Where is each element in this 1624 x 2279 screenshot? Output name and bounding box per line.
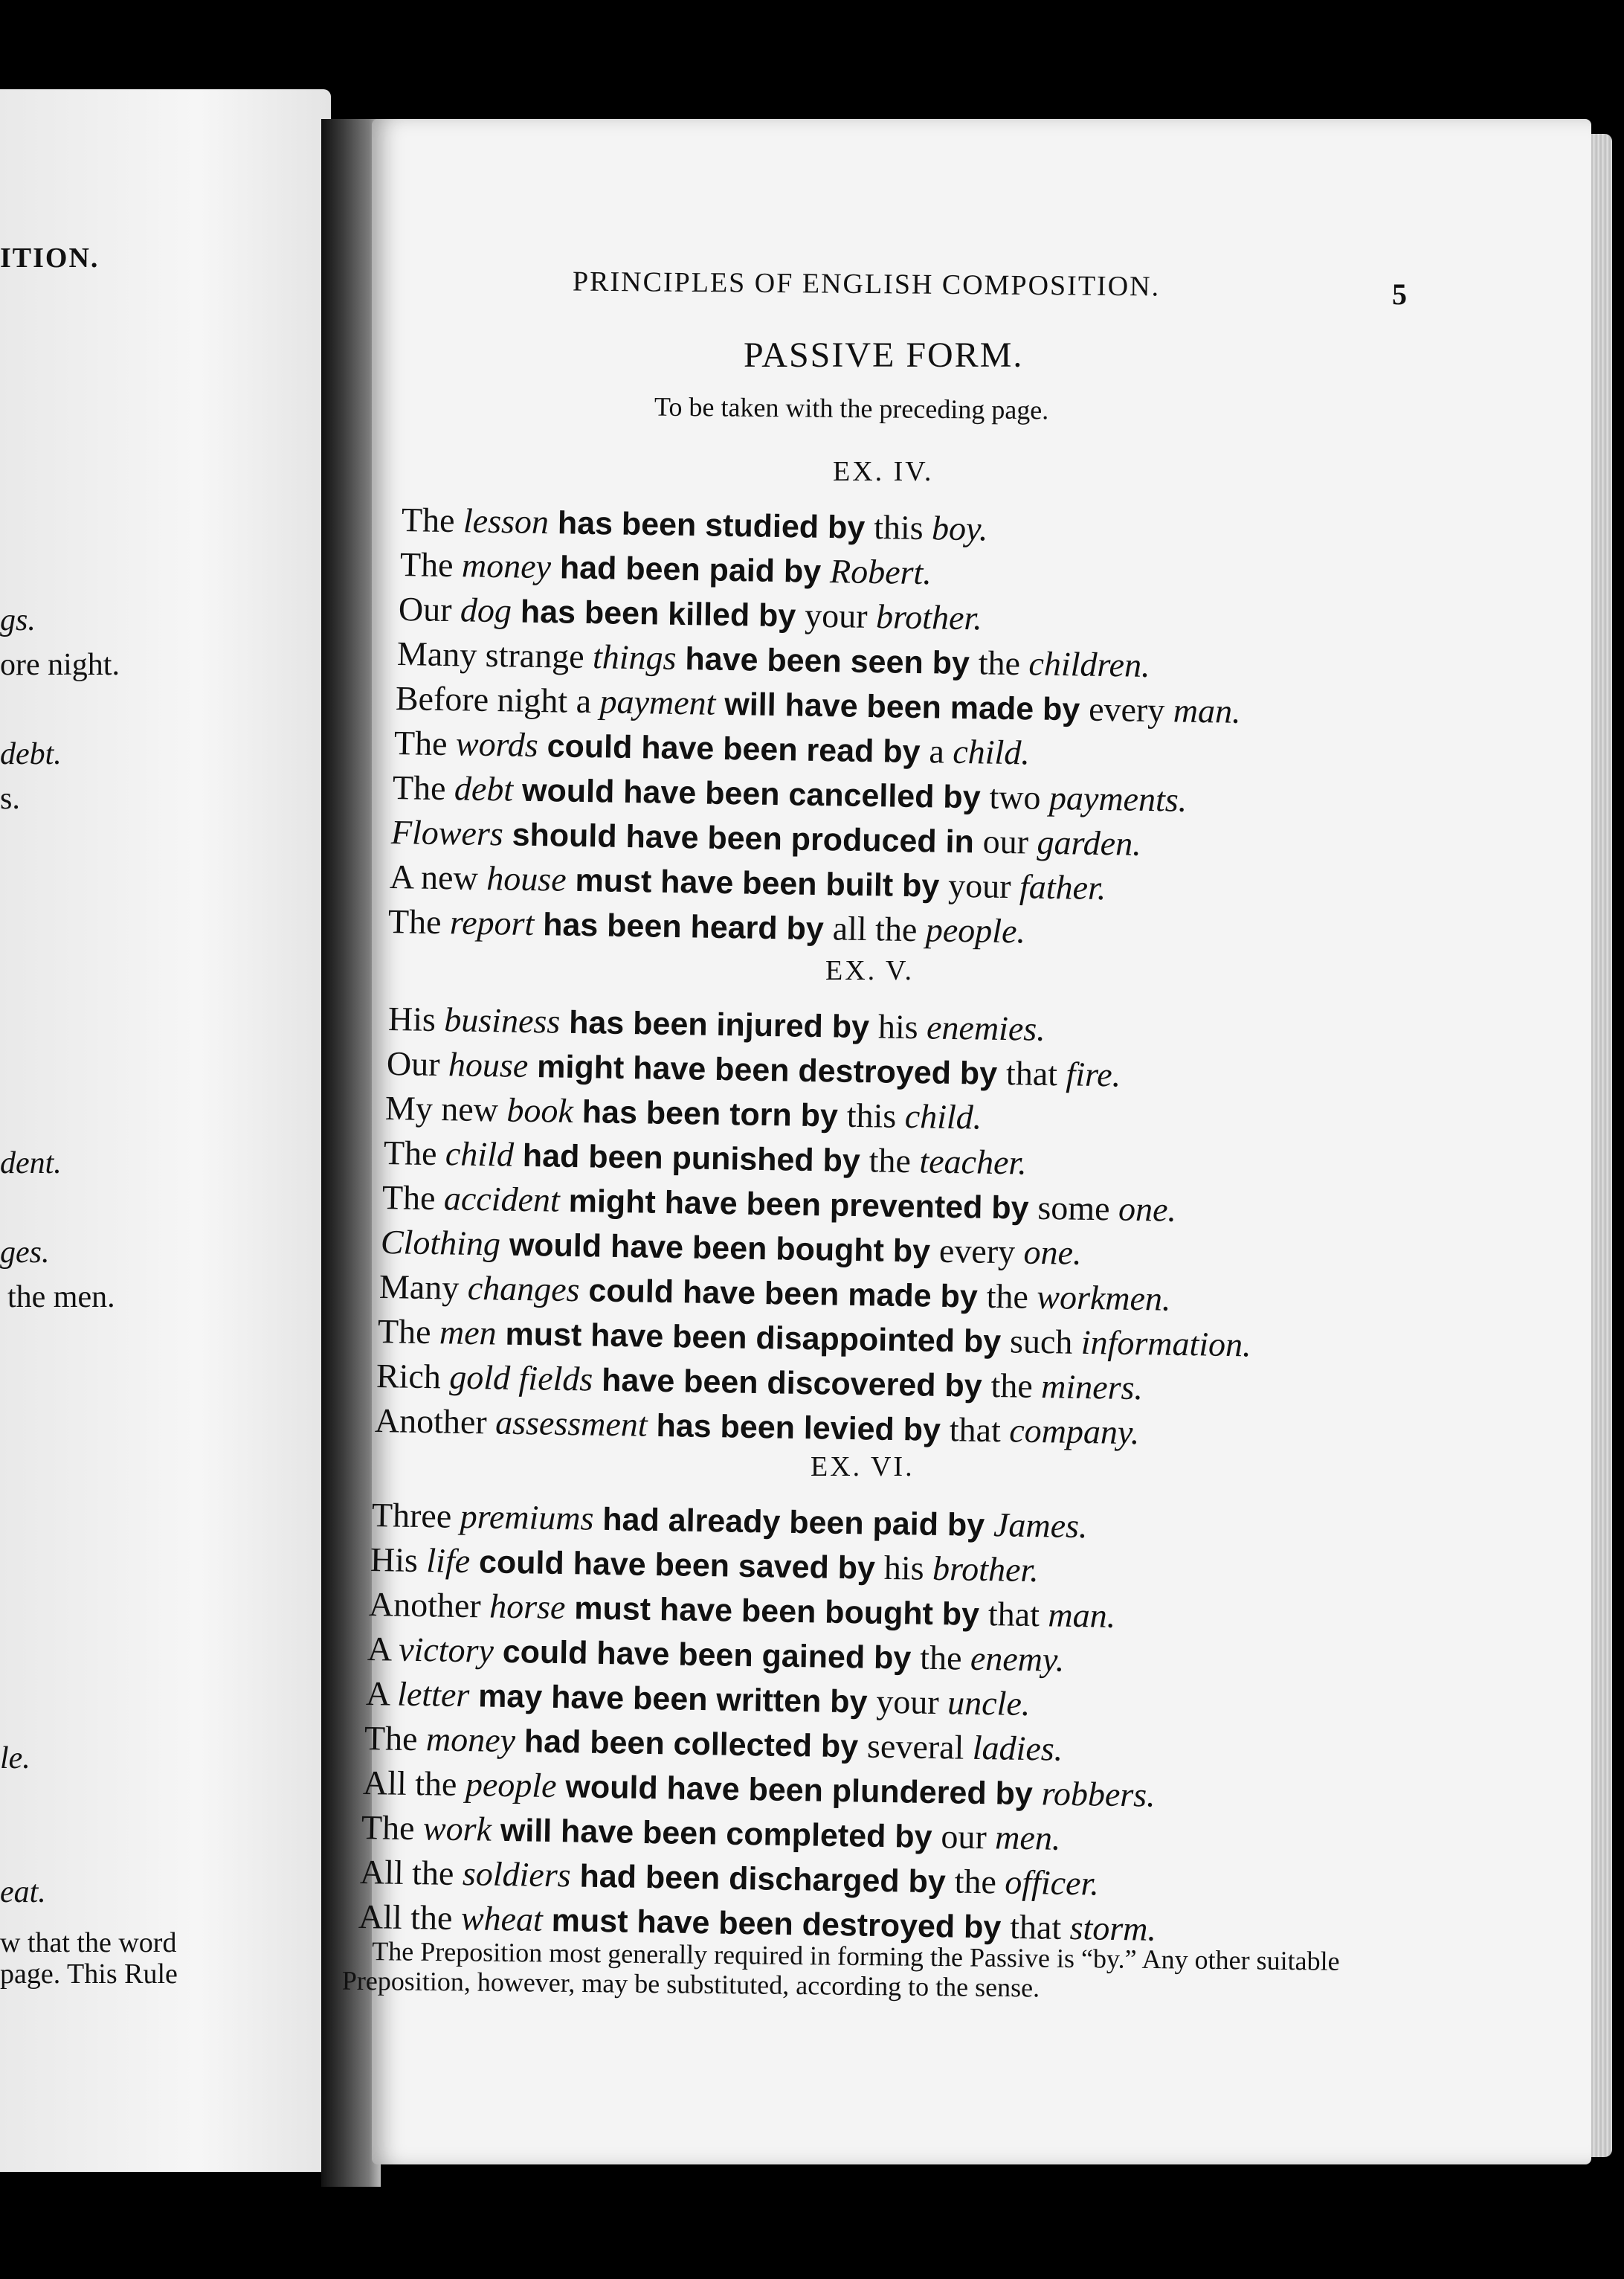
plain-text: His [387, 1000, 445, 1039]
exercise-sentence [393, 768, 1188, 820]
plain-text: your [947, 866, 1020, 906]
bold-verb-phrase: had been paid by [550, 550, 831, 591]
italic-word: brother. [875, 597, 983, 637]
bold-verb-phrase: should have been produced in [503, 817, 984, 861]
plain-text: A [365, 1674, 398, 1713]
exercise-sentence [369, 1584, 1116, 1636]
bold-verb-phrase: had already been paid by [593, 1501, 994, 1544]
plain-text: A [367, 1630, 399, 1668]
plain-text: the [869, 1141, 920, 1180]
plain-text: Another [374, 1401, 496, 1441]
plain-text: Our [398, 590, 461, 629]
plain-text: all the [832, 909, 927, 949]
bold-verb-phrase: could have been saved by [469, 1544, 885, 1587]
plain-text: the [990, 1366, 1042, 1406]
bold-verb-phrase: has been levied by [647, 1407, 950, 1449]
plain-text: Many [378, 1267, 468, 1307]
plain-text: Many strange [396, 634, 593, 676]
italic-word: one. [1118, 1189, 1177, 1229]
plain-text: his [883, 1548, 933, 1587]
plain-text: The [381, 1178, 445, 1218]
italic-word: money [461, 546, 552, 586]
left-fragment: debt. [0, 737, 62, 771]
italic-word: children. [1028, 644, 1150, 684]
italic-word: gold fields [448, 1357, 593, 1398]
exercise-sentence [382, 1177, 1177, 1229]
italic-word: men [439, 1313, 497, 1352]
exercise-sentence [370, 1540, 1040, 1589]
exercise-sentence [397, 634, 1150, 685]
italic-word: dog [460, 591, 512, 630]
plain-text: The [392, 768, 455, 808]
italic-word: words [455, 724, 539, 765]
plain-text: All the [362, 1764, 466, 1804]
italic-word: book [506, 1090, 574, 1130]
left-fragment: eat. [0, 1875, 46, 1909]
italic-word: garden. [1037, 823, 1142, 863]
left-fragment: gs. [0, 603, 36, 637]
plain-text: Our [386, 1044, 449, 1084]
italic-word: debt [454, 769, 514, 809]
italic-word: payments. [1048, 778, 1188, 819]
plain-text: this [846, 1096, 906, 1135]
bold-verb-phrase: might have been prevented by [559, 1183, 1038, 1227]
bold-verb-phrase: has been heard by [533, 907, 834, 948]
italic-word: people [465, 1765, 557, 1805]
bold-verb-phrase: must have been built by [566, 862, 949, 904]
left-fragment: le. [0, 1741, 30, 1775]
bold-verb-phrase: has been torn by [573, 1093, 848, 1134]
italic-word: one. [1023, 1232, 1082, 1272]
italic-word: storm. [1069, 1909, 1157, 1948]
left-facing-page [0, 89, 331, 2172]
left-fragment: page. This Rule [0, 1958, 178, 1990]
italic-word: uncle. [947, 1683, 1031, 1723]
exercise-sentence [375, 1401, 1140, 1452]
bold-verb-phrase: could have been made by [579, 1273, 987, 1315]
italic-word: things [592, 637, 677, 677]
bold-verb-phrase: had been punished by [513, 1137, 870, 1180]
bold-verb-phrase: had been collected by [515, 1723, 868, 1765]
italic-word: money [425, 1720, 516, 1760]
italic-word: report [449, 903, 535, 943]
italic-word: horse [489, 1587, 566, 1627]
italic-word: payment [599, 682, 716, 722]
italic-word: boy. [931, 509, 988, 548]
italic-word: officer. [1005, 1862, 1100, 1903]
plain-text: two [989, 777, 1050, 817]
exercise-sentence [396, 678, 1241, 731]
italic-word: Clothing [380, 1223, 501, 1263]
plain-text: His [370, 1540, 427, 1580]
exercise-sentence [379, 1267, 1171, 1319]
exercise-sentence [381, 1222, 1082, 1273]
italic-word: work [422, 1809, 492, 1848]
bold-verb-phrase: has been killed by [511, 594, 805, 634]
left-fragment: s. [0, 782, 20, 816]
plain-text: that [949, 1410, 1010, 1450]
italic-word: letter [396, 1674, 470, 1714]
italic-word: man. [1048, 1595, 1116, 1635]
italic-word: house [448, 1045, 529, 1084]
bold-verb-phrase: could have been read by [538, 728, 929, 771]
main-page [341, 119, 1591, 2164]
italic-word: premiums [460, 1497, 594, 1537]
exercise-sentence [385, 1088, 982, 1137]
exercise-sentence [394, 723, 1031, 772]
page-number: 5 [1392, 277, 1407, 311]
plain-text: a [929, 732, 953, 771]
exercise-sentence [384, 1133, 1028, 1183]
plain-text: your [876, 1682, 948, 1722]
plain-text: The [393, 724, 457, 763]
exercise-sentence [361, 1807, 1061, 1858]
footnote-text: The Preposition most generally required in forming the Passive is “by.” Any other suitable Preposition, however, may be substituted, according to the sense. [341, 1936, 1340, 2003]
plain-text: such [1009, 1322, 1082, 1361]
exercise-sentence [388, 901, 1026, 951]
italic-word: lesson [463, 501, 550, 541]
italic-word: assessment [494, 1403, 648, 1444]
plain-text: that [987, 1595, 1048, 1634]
exercise-sentence [363, 1763, 1156, 1815]
plain-text: The [361, 1808, 424, 1848]
italic-word: life [425, 1541, 471, 1581]
page-subtitle: To be taken with the preceding page. [654, 391, 1049, 425]
italic-word: house [486, 859, 567, 899]
exercise-sentence [391, 812, 1142, 864]
plain-text: Three [371, 1496, 461, 1535]
exercise-sentence [360, 1852, 1100, 1903]
plain-text: his [877, 1007, 927, 1047]
plain-text: the [986, 1276, 1037, 1316]
left-fragment: ges. [0, 1235, 50, 1270]
plain-text: your [804, 596, 877, 636]
italic-word: Flowers [390, 813, 504, 853]
exercise-sentence [402, 500, 988, 548]
exercise-heading: EX. IV. [833, 456, 934, 487]
exercise-sentence [367, 1629, 1065, 1679]
plain-text: My new [384, 1089, 507, 1129]
italic-word: child. [904, 1096, 982, 1137]
plain-text: that [1009, 1907, 1071, 1947]
italic-word: men. [994, 1818, 1061, 1857]
bold-verb-phrase: must have been destroyed by [542, 1902, 1011, 1946]
exercise-sentence [364, 1718, 1063, 1769]
bold-verb-phrase: has been studied by [548, 505, 874, 546]
italic-word: James. [993, 1505, 1088, 1546]
italic-word: child [445, 1134, 515, 1174]
italic-word: father. [1019, 867, 1106, 907]
italic-word: brother. [932, 1549, 1040, 1589]
italic-word: fire. [1066, 1055, 1121, 1094]
plain-text: The [387, 902, 451, 942]
exercise-sentence [387, 1044, 1121, 1095]
exercise-sentence [372, 1495, 1088, 1546]
bold-verb-phrase: may have been written by [468, 1678, 877, 1720]
plain-text: every [938, 1231, 1025, 1271]
italic-word: ladies. [972, 1728, 1063, 1768]
bold-verb-phrase: has been injured by [559, 1004, 879, 1046]
plain-text: that [1005, 1054, 1066, 1093]
exercise-sentence [400, 544, 932, 592]
exercise-sentence [376, 1356, 1144, 1407]
exercise-heading: EX. V. [825, 955, 915, 986]
plain-text: some [1037, 1188, 1119, 1228]
italic-word: miners. [1040, 1367, 1144, 1407]
italic-word: soldiers [462, 1854, 572, 1894]
italic-word: changes [467, 1268, 580, 1309]
plain-text: The [401, 501, 464, 540]
bold-verb-phrase: have been seen by [676, 640, 979, 682]
bold-verb-phrase: would have been bought by [500, 1227, 940, 1270]
italic-word: robbers. [1041, 1774, 1156, 1814]
bold-verb-phrase: might have been destroyed by [527, 1048, 1007, 1093]
exercise-heading: EX. VI. [811, 1451, 915, 1482]
italic-word: accident [443, 1179, 561, 1219]
plain-text: The [399, 545, 463, 585]
page-title: PASSIVE FORM. [744, 335, 1024, 375]
bold-verb-phrase: would have been cancelled by [512, 772, 990, 816]
italic-word: wheat [460, 1899, 544, 1938]
italic-word: man. [1173, 691, 1241, 730]
italic-word: enemy. [970, 1639, 1065, 1679]
plain-text: the [954, 1862, 1005, 1901]
bold-verb-phrase: would have been plundered by [556, 1769, 1043, 1813]
plain-text: Rich [376, 1357, 450, 1396]
exercise-sentence [366, 1674, 1031, 1723]
bold-verb-phrase: must have been disappointed by [496, 1316, 1011, 1360]
left-fragment: the men. [7, 1280, 115, 1314]
left-fragment: ITION. [0, 242, 100, 274]
italic-word: victory [398, 1630, 494, 1670]
italic-word: business [443, 1000, 561, 1041]
plain-text: The [377, 1312, 440, 1351]
plain-text: the [978, 643, 1029, 683]
plain-text: our [982, 822, 1037, 861]
plain-text: All the [358, 1897, 462, 1938]
bold-verb-phrase: had been discharged by [570, 1858, 956, 1900]
exercise-sentence [378, 1311, 1251, 1364]
exercise-sentence [388, 999, 1046, 1049]
footnote [342, 1936, 1384, 2007]
plain-text: A new [389, 858, 487, 898]
bold-verb-phrase: will have been made by [715, 686, 1089, 728]
running-head: PRINCIPLES OF ENGLISH COMPOSITION. [572, 266, 1161, 303]
exercise-sentence [399, 589, 983, 637]
bold-verb-phrase: must have been bought by [565, 1590, 989, 1633]
italic-word: workmen. [1037, 1277, 1171, 1318]
italic-word: information. [1080, 1322, 1252, 1364]
plain-text: this [873, 507, 932, 547]
bold-verb-phrase: could have been gained by [493, 1633, 921, 1677]
plain-text: The [383, 1134, 446, 1173]
italic-word: Robert. [829, 552, 932, 592]
plain-text: The [364, 1719, 427, 1758]
italic-word: child. [952, 732, 1031, 772]
plain-text: Before night a [395, 679, 601, 721]
italic-word: teacher. [919, 1142, 1028, 1182]
bold-verb-phrase: have been discovered by [592, 1362, 991, 1404]
italic-word: company. [1008, 1411, 1140, 1452]
italic-word: enemies. [926, 1008, 1046, 1048]
left-fragment: ore night. [0, 648, 120, 682]
italic-word: people. [925, 910, 1026, 951]
plain-text: All the [359, 1853, 463, 1893]
plain-text: the [919, 1638, 971, 1677]
plain-text: every [1088, 690, 1174, 730]
left-fragment: dent. [0, 1146, 62, 1180]
plain-text: our [941, 1817, 996, 1857]
left-fragment: w that the word [0, 1927, 177, 1958]
exercise-sentence [390, 857, 1106, 907]
plain-text: several [866, 1726, 973, 1767]
bold-verb-phrase: will have been completed by [491, 1812, 941, 1856]
plain-text: Another [368, 1585, 490, 1625]
